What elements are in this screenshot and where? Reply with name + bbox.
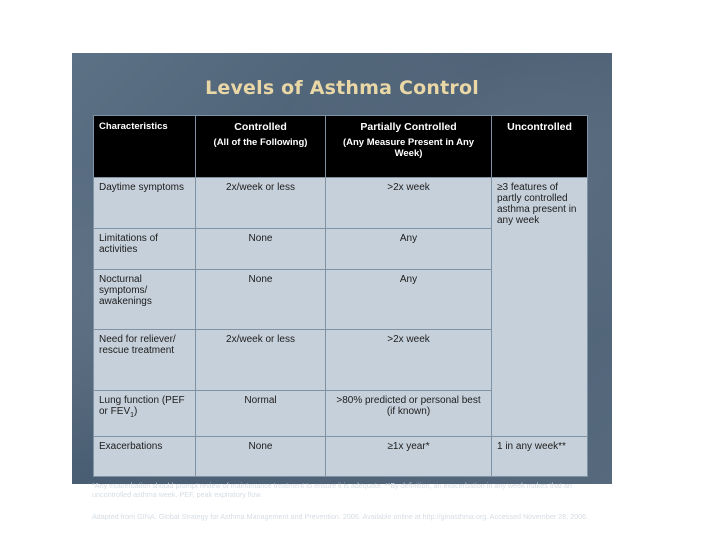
header-partially-controlled: Partially Controlled (Any Measure Present in Any Week) [326,116,492,178]
controlled-cell: Normal [196,390,326,437]
partial-cell: >2x week [326,330,492,390]
partial-cell: Any [326,269,492,329]
table-row [94,437,588,477]
header-partial-sub: (Any Measure Present in Any Week) [342,137,475,159]
partial-cell: >80% predicted or personal best (if known) [326,390,492,437]
header-controlled-sub: (All of the Following) [213,137,308,148]
uncontrolled-merged-cell: ≥3 features of partly controlled asthma present in any week [492,178,588,437]
partial-cell: Any [326,229,492,270]
partial-cell: >2x week [326,178,492,229]
controlled-cell: None [196,269,326,329]
controlled-cell: None [196,437,326,477]
controlled-cell: None [196,229,326,270]
table-row [94,178,588,229]
source-citation: Adapted from GINA. Global Strategy for Asthma Management and Prevention. 2006. Available online at http://ginasthma.org. Accessed November 28, 2006. [92,512,589,521]
asthma-control-table [93,115,588,477]
row-label: Nocturnal symptoms/ awakenings [94,269,196,329]
header-uncontrolled: Uncontrolled [492,116,588,178]
slide [72,53,612,521]
row-label: Exacerbations [94,437,196,477]
header-row [94,116,588,178]
controlled-cell: 2x/week or less [196,178,326,229]
footnote: *Any exacerbation should prompt review of maintenance treatment to ensure it is adequate. **By definition, an exacerbation in any week makes that an uncontrolled asthma week. PEF, peak expiratory flow. [92,481,572,500]
row-label: Need for reliever/ rescue treatment [94,330,196,390]
header-characteristics: Characteristics [94,116,196,178]
controlled-cell: 2x/week or less [196,330,326,390]
partial-cell: ≥1x year* [326,437,492,477]
row-label: Limitations of activities [94,229,196,270]
slide-title: Levels of Asthma Control [205,77,479,99]
row-label: Daytime symptoms [94,178,196,229]
subscript-1: 1 [130,411,135,419]
header-controlled: Controlled (All of the Following) [196,116,326,178]
row-label: Lung function (PEF or $FEV_1$) [94,390,196,437]
uncontrolled-cell: 1 in any week** [492,437,588,477]
